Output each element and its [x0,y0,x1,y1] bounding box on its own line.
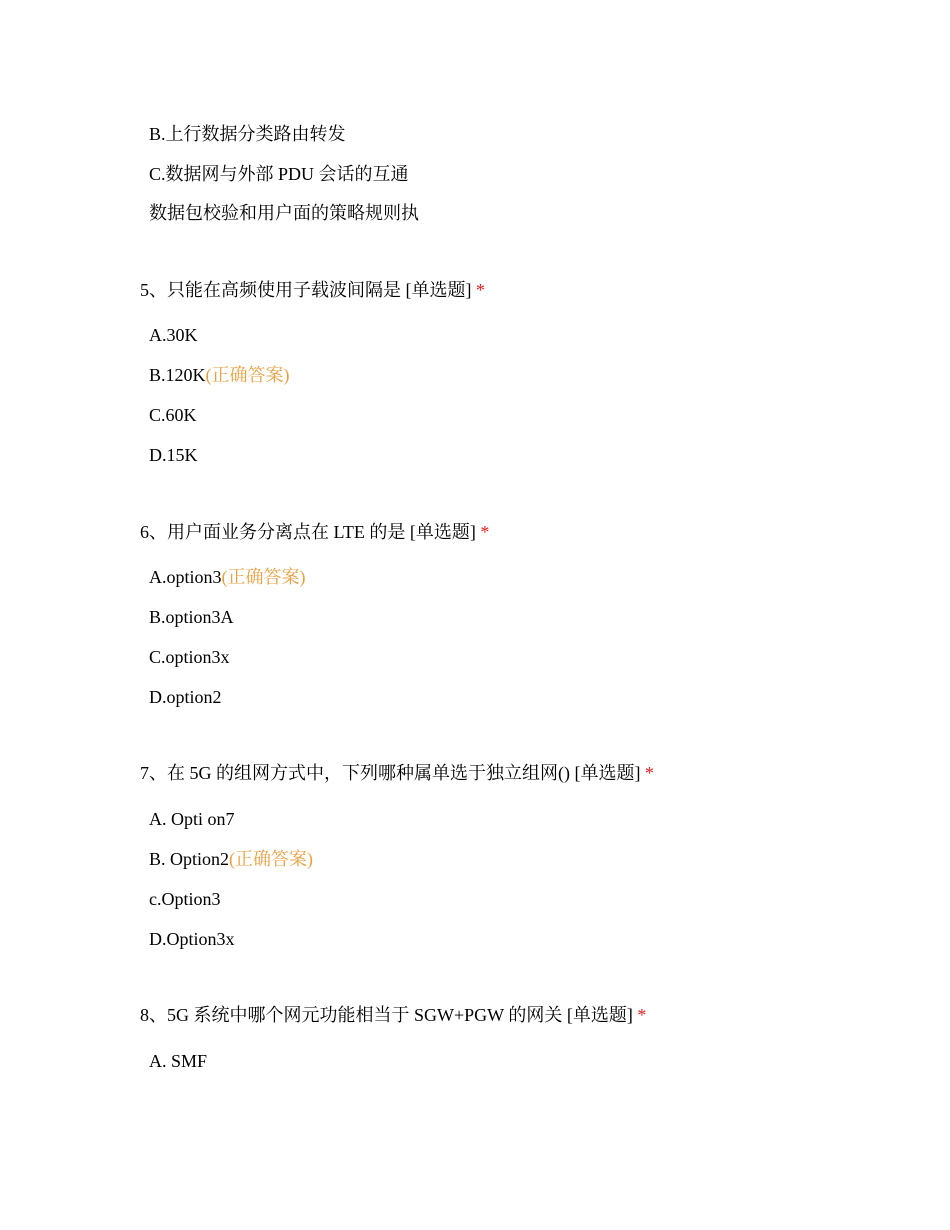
required-star: * [637,1005,647,1025]
question-6-option-a [149,565,306,589]
question-8-option-a [149,1049,207,1073]
option-text: B.option3A [149,607,234,627]
option-text: D.option2 [149,687,222,707]
question-6-option-d [149,685,222,709]
question-7-option-d [149,927,235,951]
option-text: C.60K [149,405,197,425]
question-text: 7、在 5G 的组网方式中，下列哪种属单选于独立组网() [单选题] [140,763,641,783]
question-text: 8、5G 系统中哪个网元功能相当于 SGW+PGW 的网关 [单选题] [140,1005,633,1025]
option-text: D.Option3x [149,929,235,949]
question-text: 6、用户面业务分离点在 LTE 的是 [单选题] [140,522,476,542]
question-8-title [140,1003,646,1027]
question-6-option-c [149,645,230,669]
question-5-option-b [149,363,290,387]
question-5-option-d [149,443,198,467]
question-5-title [140,278,485,302]
question-7-title [140,761,654,785]
question-6-option-b [149,605,234,629]
prev-option-b: B.上行数据分类路由转发 [149,124,346,144]
option-text: B. Option2 [149,849,230,869]
question-text: 5、只能在高频使用子载波间隔是 [单选题] [140,280,472,300]
question-7-option-a [149,807,235,831]
required-star: * [644,763,654,783]
prev-option-c: C.数据网与外部 PDU 会话的互通 [149,164,409,184]
option-text: D.15K [149,445,198,465]
question-5-option-c [149,403,197,427]
question-6-title [140,520,489,544]
correct-answer-mark: (正确答案) [229,849,314,869]
question-5-option-a [149,323,198,347]
option-text: c.Option3 [149,889,221,909]
correct-answer-mark: (正确答案) [221,567,306,587]
option-text: A. SMF [149,1051,208,1071]
option-text: A.option3 [149,567,222,587]
option-text: A.30K [149,325,198,345]
required-star: * [476,280,485,300]
option-text: B.120K [149,365,206,385]
correct-answer-mark: (正确答案) [205,365,290,385]
question-7-option-b [149,847,313,871]
question-7-option-c [149,887,221,911]
required-star: * [480,522,490,542]
option-text: C.option3x [149,647,230,667]
prev-option-d: 数据包校验和用户面的策略规则执 [149,203,419,223]
option-text: A. Opti on7 [149,809,235,829]
